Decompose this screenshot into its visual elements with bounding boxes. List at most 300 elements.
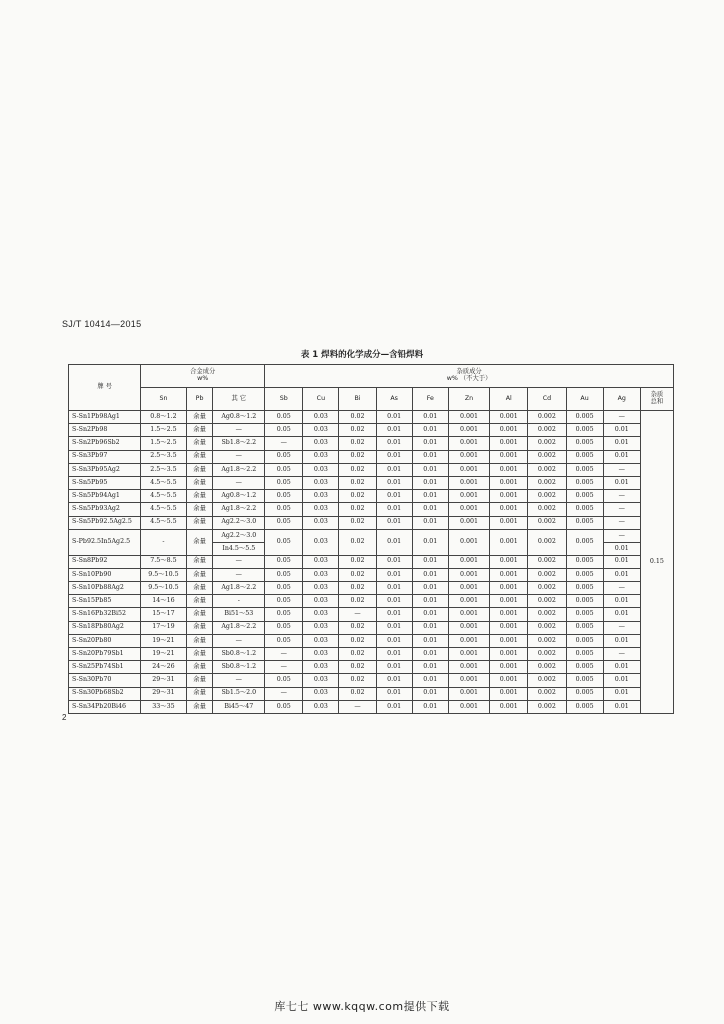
value-cell: 0.001 [490, 516, 528, 529]
value-cell: 0.001 [448, 463, 489, 476]
value-cell: 0.05 [265, 634, 303, 647]
value-cell: 0.005 [566, 568, 603, 581]
value-cell: 0.03 [303, 568, 339, 581]
value-cell: 0.005 [566, 516, 603, 529]
table-row [69, 516, 674, 529]
value-cell: 0.01 [412, 463, 448, 476]
value-cell: 0.05 [265, 450, 303, 463]
value-cell: 0.05 [265, 595, 303, 608]
value-cell: 余量 [186, 503, 213, 516]
value-cell: 0.002 [528, 503, 566, 516]
value-cell: 19～21 [141, 648, 186, 661]
value-cell: Ag1.8～2.2 [213, 621, 265, 634]
value-cell: 0.01 [376, 687, 412, 700]
value-cell: 余量 [186, 700, 213, 713]
value-cell: 0.02 [339, 503, 376, 516]
value-cell: 0.03 [303, 687, 339, 700]
value-cell: 余量 [186, 687, 213, 700]
value-cell: 17～19 [141, 621, 186, 634]
alloy-group-label: 合金成分 [190, 368, 216, 376]
column-header: Bi [339, 388, 376, 411]
value-cell: 0.001 [448, 490, 489, 503]
value-cell: 0.002 [528, 516, 566, 529]
value-cell: 0.02 [339, 424, 376, 437]
value-cell: 0.05 [265, 463, 303, 476]
value-cell: 0.005 [566, 411, 603, 424]
grade-cell: S-Sn20Pb79Sb1 [69, 648, 141, 661]
value-cell: 0.01 [412, 555, 448, 568]
value-cell [213, 529, 265, 555]
value-cell: 余量 [186, 555, 213, 568]
value-cell: 0.01 [603, 424, 640, 437]
value-cell: — [339, 608, 376, 621]
value-cell: 0.001 [448, 411, 489, 424]
value-cell: 0.001 [490, 674, 528, 687]
value-cell: 0.01 [376, 621, 412, 634]
value-cell: 0.03 [303, 424, 339, 437]
value-cell: 0.01 [376, 608, 412, 621]
value-cell: 0.02 [339, 648, 376, 661]
impurity-total-header [640, 388, 673, 411]
value-cell: 0.01 [376, 555, 412, 568]
value-cell: 0.002 [528, 661, 566, 674]
value-cell: 0.01 [376, 450, 412, 463]
value-cell: 余量 [186, 595, 213, 608]
value-cell: 0.03 [303, 661, 339, 674]
impurity-group-label: 杂质成分 [456, 368, 482, 376]
alloy-unit-label: w% [197, 375, 209, 382]
table-row [69, 503, 674, 516]
value-cell: 0.05 [265, 476, 303, 489]
value-cell: - [141, 529, 186, 555]
value-cell: 余量 [186, 568, 213, 581]
table-row [69, 687, 674, 700]
column-header: Zn [448, 388, 489, 411]
value-cell: 0.01 [412, 411, 448, 424]
value-cell: 0.01 [376, 411, 412, 424]
value-cell: 0.001 [490, 463, 528, 476]
value-cell: 0.05 [265, 621, 303, 634]
value-cell: 0.001 [490, 595, 528, 608]
value-cell: 0.005 [566, 674, 603, 687]
value-cell: 0.001 [490, 568, 528, 581]
value-cell: 0.001 [448, 634, 489, 647]
value-cell: 0.005 [566, 595, 603, 608]
value-cell: 0.001 [448, 503, 489, 516]
value-cell: 29～31 [141, 687, 186, 700]
value-cell: 0.05 [265, 555, 303, 568]
grade-cell: S-Sn8Pb92 [69, 555, 141, 568]
value-cell: 0.001 [490, 555, 528, 568]
value-cell: 0.01 [412, 595, 448, 608]
value-cell: Ag1.8～2.2 [213, 582, 265, 595]
value-cell: — [265, 661, 303, 674]
value-cell: 0.01 [376, 516, 412, 529]
value-cell: Ag0.8～1.2 [213, 411, 265, 424]
value-cell: 0.05 [265, 568, 303, 581]
value-cell: 0.001 [448, 621, 489, 634]
value-cell: Sb1.8～2.2 [213, 437, 265, 450]
impurity-total-value: 0.15 [640, 411, 673, 714]
value-cell: 0.005 [566, 608, 603, 621]
value-cell: 0.01 [412, 661, 448, 674]
value-cell: — [339, 700, 376, 713]
value-cell: 0.002 [528, 648, 566, 661]
value-cell: 1.5～2.5 [141, 437, 186, 450]
value-cell: 0.002 [528, 411, 566, 424]
value-cell: 0.001 [448, 424, 489, 437]
value-cell: 0.03 [303, 634, 339, 647]
value-cell: 0.01 [412, 687, 448, 700]
value-cell: — [603, 503, 640, 516]
value-cell: — [265, 648, 303, 661]
value-cell: 0.001 [448, 608, 489, 621]
value-cell: 0.01 [376, 503, 412, 516]
value-cell: 0.001 [490, 661, 528, 674]
value-cell: 0.001 [448, 516, 489, 529]
value-line: 0.01 [614, 544, 629, 552]
table-caption: 表 1 焊料的化学成分—含铅焊料 [300, 350, 424, 360]
value-cell: 0.05 [265, 490, 303, 503]
table-header [69, 365, 674, 411]
value-cell: 0.01 [603, 568, 640, 581]
value-cell: 0.005 [566, 503, 603, 516]
value-cell: 0.01 [412, 529, 448, 555]
value-cell: 0.02 [339, 529, 376, 555]
value-cell: 14～16 [141, 595, 186, 608]
value-cell: 0.005 [566, 621, 603, 634]
value-cell: 0.001 [490, 411, 528, 424]
value-cell: 余量 [186, 621, 213, 634]
value-cell: 0.03 [303, 648, 339, 661]
grade-cell: S-Sn30Pb68Sb2 [69, 687, 141, 700]
value-cell: 0.01 [603, 634, 640, 647]
value-cell: 余量 [186, 634, 213, 647]
value-cell: 0.005 [566, 648, 603, 661]
value-cell: 0.01 [376, 463, 412, 476]
table-row [69, 476, 674, 489]
table-row [69, 411, 674, 424]
value-cell: — [265, 687, 303, 700]
value-cell: Sb1.5～2.0 [213, 687, 265, 700]
value-cell: 0.001 [448, 529, 489, 555]
value-cell: 余量 [186, 411, 213, 424]
value-cell: 余量 [186, 516, 213, 529]
value-cell: 0.01 [603, 450, 640, 463]
value-cell: — [603, 411, 640, 424]
table-row [69, 648, 674, 661]
value-cell: 0.01 [412, 437, 448, 450]
value-cell: 24～26 [141, 661, 186, 674]
value-cell: 0.01 [376, 661, 412, 674]
grade-cell: S-Sn3Pb95Ag2 [69, 463, 141, 476]
value-cell: 0.01 [376, 634, 412, 647]
value-cell: 0.01 [412, 582, 448, 595]
value-cell: 0.002 [528, 595, 566, 608]
value-cell: 9.5～10.5 [141, 568, 186, 581]
value-cell: 0.03 [303, 490, 339, 503]
value-cell: 0.02 [339, 463, 376, 476]
value-cell: 0.01 [603, 674, 640, 687]
value-cell: 0.05 [265, 700, 303, 713]
value-cell: 0.01 [412, 608, 448, 621]
value-cell: 0.001 [448, 687, 489, 700]
value-cell: 0.01 [376, 476, 412, 489]
column-header: 其 它 [213, 388, 265, 411]
value-cell: 0.002 [528, 582, 566, 595]
value-cell: 0.03 [303, 621, 339, 634]
grade-cell: S-Sn15Pb85 [69, 595, 141, 608]
value-cell: 1.5～2.5 [141, 424, 186, 437]
value-cell: 余量 [186, 450, 213, 463]
value-cell: 余量 [186, 674, 213, 687]
value-cell: 0.002 [528, 424, 566, 437]
value-cell: 0.005 [566, 490, 603, 503]
table-row [69, 674, 674, 687]
value-cell: 0.001 [490, 648, 528, 661]
value-cell: Bi51～53 [213, 608, 265, 621]
value-cell: 0.001 [490, 608, 528, 621]
value-cell: 0.01 [603, 437, 640, 450]
value-cell: 4.5～5.5 [141, 516, 186, 529]
value-cell: 0.01 [412, 516, 448, 529]
value-cell: 0.001 [490, 437, 528, 450]
grade-cell: S-Sn5Pb93Ag2 [69, 503, 141, 516]
table-row [69, 621, 674, 634]
composition-table [68, 364, 674, 714]
value-cell: 0.01 [412, 568, 448, 581]
grade-cell: S-Sn5Pb92.5Ag2.5 [69, 516, 141, 529]
value-cell: 0.02 [339, 450, 376, 463]
value-cell: 0.005 [566, 463, 603, 476]
column-header: Cd [528, 388, 566, 411]
value-cell: 0.001 [448, 674, 489, 687]
value-cell: 0.01 [603, 555, 640, 568]
value-cell: 0.001 [448, 648, 489, 661]
value-cell: Sb0.8～1.2 [213, 661, 265, 674]
grade-cell: S-Sn3Pb97 [69, 450, 141, 463]
value-cell: 0.001 [490, 503, 528, 516]
value-cell: 0.01 [412, 621, 448, 634]
value-cell: 15～17 [141, 608, 186, 621]
value-cell: 0.01 [603, 661, 640, 674]
grade-cell: S-Sn5Pb95 [69, 476, 141, 489]
value-cell: — [603, 490, 640, 503]
value-cell: — [603, 516, 640, 529]
value-cell: 0.01 [603, 476, 640, 489]
value-cell: 余量 [186, 463, 213, 476]
value-cell: 0.01 [412, 476, 448, 489]
value-cell: 0.001 [448, 555, 489, 568]
value-cell: 0.01 [412, 490, 448, 503]
value-cell: 0.03 [303, 516, 339, 529]
value-cell: 0.05 [265, 582, 303, 595]
grade-cell: S-Sn2Pb96Sb2 [69, 437, 141, 450]
value-cell: 0.001 [490, 582, 528, 595]
grade-cell: S-Sn30Pb70 [69, 674, 141, 687]
value-cell: 0.001 [448, 437, 489, 450]
column-header: Fe [412, 388, 448, 411]
value-cell: 0.03 [303, 700, 339, 713]
table-row [69, 582, 674, 595]
value-cell: 2.5～3.5 [141, 463, 186, 476]
value-cell: 0.03 [303, 608, 339, 621]
value-cell: — [603, 621, 640, 634]
table-row [69, 555, 674, 568]
table-row [69, 450, 674, 463]
table-row [69, 608, 674, 621]
total-header-line: 杂质 [650, 391, 664, 399]
value-cell: 0.002 [528, 568, 566, 581]
value-cell: 0.001 [490, 621, 528, 634]
value-cell: 0.01 [376, 490, 412, 503]
value-cell: 0.01 [376, 568, 412, 581]
value-cell: 0.02 [339, 621, 376, 634]
value-cell: 0.01 [376, 582, 412, 595]
value-cell: 0.01 [376, 700, 412, 713]
value-cell: — [603, 582, 640, 595]
value-cell: 0.001 [490, 476, 528, 489]
value-cell: 0.005 [566, 582, 603, 595]
value-cell: 0.01 [376, 529, 412, 555]
value-cell: 0.005 [566, 529, 603, 555]
value-cell: — [213, 450, 265, 463]
value-cell: 0.01 [376, 424, 412, 437]
value-cell: 余量 [186, 424, 213, 437]
table-row [69, 424, 674, 437]
grade-cell: S-Sn34Pb20Bi46 [69, 700, 141, 713]
value-cell: 余量 [186, 490, 213, 503]
value-cell: 0.001 [490, 700, 528, 713]
value-cell: 0.002 [528, 450, 566, 463]
value-cell: 0.001 [448, 595, 489, 608]
value-cell: 0.01 [603, 595, 640, 608]
value-cell: 0.005 [566, 476, 603, 489]
value-cell: 0.01 [412, 503, 448, 516]
value-cell: 0.02 [339, 661, 376, 674]
column-header: Sb [265, 388, 303, 411]
value-cell: — [213, 555, 265, 568]
table-row [69, 595, 674, 608]
value-cell: 0.03 [303, 437, 339, 450]
value-cell: 余量 [186, 582, 213, 595]
value-cell: 0.002 [528, 463, 566, 476]
value-cell: 0.03 [303, 503, 339, 516]
table-row [69, 700, 674, 713]
value-cell: 0.002 [528, 621, 566, 634]
column-header: Au [566, 388, 603, 411]
value-cell: 0.005 [566, 555, 603, 568]
table-row [69, 437, 674, 450]
value-cell: 0.001 [490, 634, 528, 647]
value-cell: Ag1.8～2.2 [213, 463, 265, 476]
table-row [69, 490, 674, 503]
value-cell: 0.05 [265, 608, 303, 621]
value-cell: 0.005 [566, 700, 603, 713]
grade-cell: S-Sn2Pb98 [69, 424, 141, 437]
value-cell: 0.002 [528, 529, 566, 555]
alloy-header [141, 365, 265, 388]
value-cell: 0.03 [303, 674, 339, 687]
value-line: — [604, 530, 640, 543]
value-cell: 余量 [186, 648, 213, 661]
value-cell: 0.02 [339, 568, 376, 581]
value-cell: 0.02 [339, 595, 376, 608]
grade-header: 牌 号 [69, 365, 141, 411]
value-cell: 0.03 [303, 582, 339, 595]
value-cell: 4.5～5.5 [141, 490, 186, 503]
value-cell: 0.002 [528, 490, 566, 503]
value-cell: Sb0.8～1.2 [213, 648, 265, 661]
value-line: Ag2.2～3.0 [213, 530, 264, 543]
value-cell: 0.01 [376, 595, 412, 608]
value-cell: — [213, 568, 265, 581]
value-cell: 0.02 [339, 437, 376, 450]
value-cell: 0.001 [490, 490, 528, 503]
value-cell: 0.002 [528, 476, 566, 489]
grade-cell: S-Sn5Pb94Ag1 [69, 490, 141, 503]
value-cell: - [213, 595, 265, 608]
value-cell: 0.03 [303, 555, 339, 568]
value-cell: 0.001 [490, 450, 528, 463]
value-cell: 余量 [186, 608, 213, 621]
value-cell: — [213, 674, 265, 687]
value-cell: 0.001 [448, 476, 489, 489]
value-cell: 0.002 [528, 700, 566, 713]
value-cell: 0.001 [490, 687, 528, 700]
value-cell: 0.01 [376, 674, 412, 687]
value-cell: 0.01 [412, 674, 448, 687]
value-cell: 7.5～8.5 [141, 555, 186, 568]
value-cell: 0.02 [339, 490, 376, 503]
value-cell: 0.05 [265, 674, 303, 687]
value-cell: 0.002 [528, 687, 566, 700]
value-cell: 0.001 [448, 700, 489, 713]
value-cell: 余量 [186, 437, 213, 450]
value-cell: 0.03 [303, 463, 339, 476]
grade-cell: S-Sn25Pb74Sb1 [69, 661, 141, 674]
grade-cell: S-Sn20Pb80 [69, 634, 141, 647]
value-cell: — [265, 437, 303, 450]
table-row [69, 634, 674, 647]
value-cell: 0.001 [448, 582, 489, 595]
value-cell: Bi45～47 [213, 700, 265, 713]
value-cell: 0.03 [303, 595, 339, 608]
value-cell: 0.02 [339, 687, 376, 700]
value-cell: 0.05 [265, 516, 303, 529]
value-cell: 0.03 [303, 450, 339, 463]
value-cell: 0.05 [265, 411, 303, 424]
download-footer: 库七七 www.kqqw.com提供下载 [274, 1000, 450, 1013]
column-header: As [376, 388, 412, 411]
value-cell: 0.005 [566, 661, 603, 674]
value-cell: 0.01 [412, 648, 448, 661]
value-cell: Ag1.8～2.2 [213, 503, 265, 516]
value-cell: 0.001 [448, 661, 489, 674]
value-cell [603, 529, 640, 555]
value-cell: 0.03 [303, 411, 339, 424]
value-cell: — [213, 476, 265, 489]
value-cell: 0.05 [265, 529, 303, 555]
value-cell: 0.002 [528, 608, 566, 621]
value-cell: Ag2.2～3.0 [213, 516, 265, 529]
impurity-unit-label: w% （不大于） [446, 375, 492, 382]
value-cell: 0.005 [566, 437, 603, 450]
value-cell: 29～31 [141, 674, 186, 687]
value-cell: 0.01 [376, 648, 412, 661]
value-cell: 0.01 [376, 437, 412, 450]
value-cell: 0.01 [603, 687, 640, 700]
